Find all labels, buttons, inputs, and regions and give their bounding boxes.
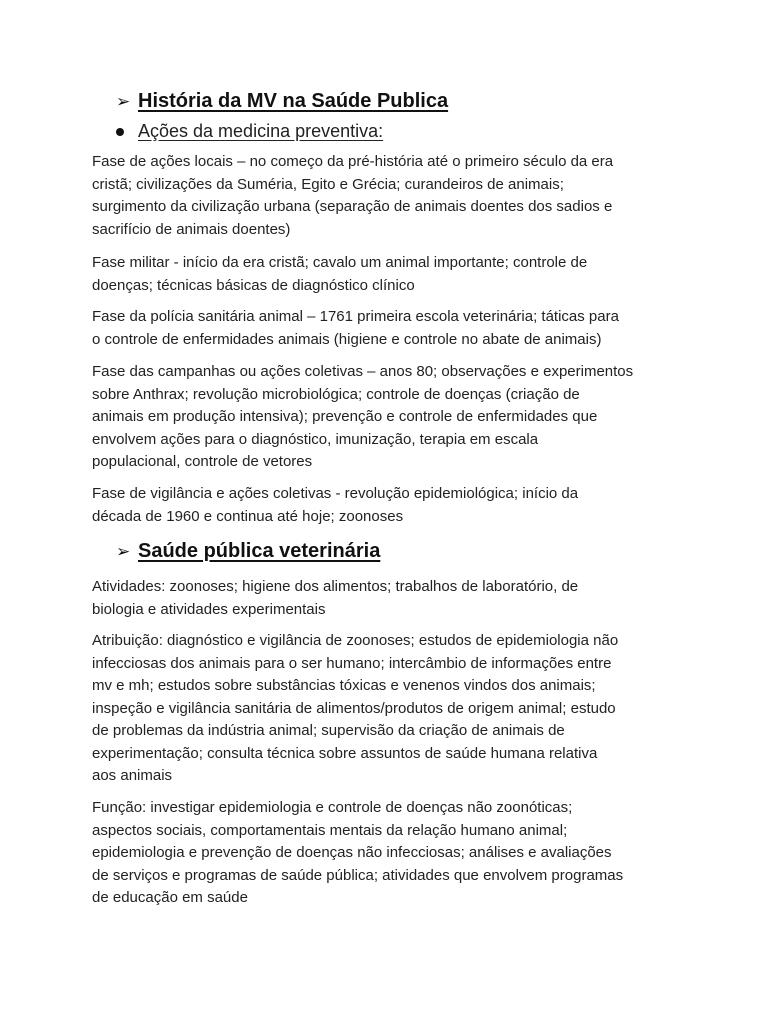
paragraph-line: Fase de vigilância e ações coletivas - revolução epidemiológica; início da	[92, 485, 579, 502]
arrow-bullet-icon: ➢	[116, 541, 131, 561]
paragraph-atividades	[92, 576, 682, 621]
paragraph-line: aos animais	[92, 767, 173, 784]
paragraph-line: o controle de enfermidades animais (higiene e controle no abate de animais)	[92, 330, 602, 348]
paragraph-line: populacional, controle de vetores	[92, 453, 313, 470]
section-heading-text: História da MV na Saúde Publica	[138, 90, 449, 112]
paragraph-fase-campanhas	[92, 361, 682, 474]
paragraph-fase-acoes-locais	[92, 151, 682, 241]
paragraph-line: biologia e atividades experimentais	[92, 600, 326, 618]
bullet-subheading-text: Ações da medicina preventiva:	[138, 121, 384, 141]
paragraph-line: sobre Anthrax; revolução microbiológica; controle de doenças (criação de	[92, 385, 580, 403]
section-heading-text: Saúde pública veterinária	[138, 540, 381, 562]
paragraph-line: inspeção e vigilância sanitária de alimentos/produtos de origem animal; estudo	[92, 699, 616, 717]
paragraph-line: de problemas da indústria animal; supervisão da criação de animais de	[92, 722, 565, 739]
paragraph-fase-militar	[92, 252, 682, 297]
bullet-dot-icon	[116, 128, 124, 136]
paragraph-funcao	[92, 797, 682, 910]
paragraph-fase-vigilancia	[92, 483, 682, 528]
section-heading-saude-publica	[116, 540, 380, 563]
paragraph-line: aspectos sociais, comportamentais mentais da relação humano animal;	[92, 821, 568, 839]
paragraph-line: animais em produção intensiva); prevenção e controle de enfermidades que	[92, 408, 598, 425]
paragraph-line: experimentação; consulta técnica sobre assuntos de saúde humana relativa	[92, 744, 598, 762]
paragraph-fase-policia-sanitaria	[92, 306, 682, 351]
paragraph-line: Função: investigar epidemiologia e controle de doenças não zoonóticas;	[92, 799, 573, 816]
paragraph-line: Fase das campanhas ou ações coletivas – anos 80; observações e experimentos	[92, 363, 634, 380]
paragraph-line: de serviços e programas de saúde pública; atividades que envolvem programas	[92, 866, 624, 884]
paragraph-line: sacrifício de animais doentes)	[92, 220, 291, 238]
paragraph-line: doenças; técnicas básicas de diagnóstico clínico	[92, 276, 415, 294]
bullet-subheading	[116, 121, 383, 142]
paragraph-line: Fase de ações locais – no começo da pré-história até o primeiro século da era	[92, 153, 614, 170]
paragraph-line: Fase militar - início da era cristã; cavalo um animal importante; controle de	[92, 254, 588, 271]
paragraph-line: surgimento da civilização urbana (separação de animais doentes dos sadios e	[92, 198, 613, 215]
paragraph-line: epidemiologia e prevenção de doenças não infecciosas; análises e avaliações	[92, 844, 612, 861]
paragraph-line: mv e mh; estudos sobre substâncias tóxicas e venenos vindos dos animais;	[92, 677, 596, 694]
paragraph-line: Atividades: zoonoses; higiene dos alimentos; trabalhos de laboratório, de	[92, 578, 579, 595]
paragraph-line: envolvem ações para o diagnóstico, imunização, terapia em escala	[92, 430, 539, 448]
paragraph-line: Atribuição: diagnóstico e vigilância de zoonoses; estudos de epidemiologia não	[92, 632, 619, 649]
arrow-bullet-icon: ➢	[116, 91, 131, 111]
paragraph-line: infecciosas dos animais para o ser humano; intercâmbio de informações entre	[92, 654, 612, 672]
paragraph-line: década de 1960 e continua até hoje; zoonoses	[92, 507, 404, 525]
paragraph-line: Fase da polícia sanitária animal – 1761 primeira escola veterinária; táticas para	[92, 308, 619, 325]
paragraph-line: de educação em saúde	[92, 889, 248, 906]
paragraph-line: cristã; civilizações da Suméria, Egito e Grécia; curandeiros de animais;	[92, 175, 564, 193]
paragraph-atribuicao	[92, 630, 682, 788]
section-heading-historia	[116, 90, 448, 113]
